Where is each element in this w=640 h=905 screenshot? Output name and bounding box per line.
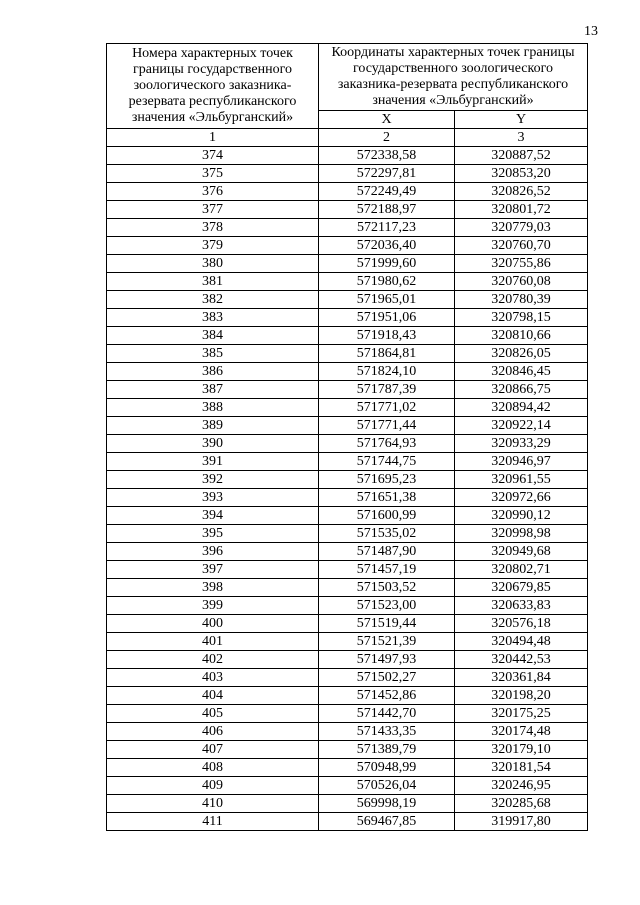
table-row (107, 525, 588, 543)
y-coordinate-cell: 320179,10 (455, 741, 588, 759)
y-coordinate-cell: 320802,71 (455, 561, 588, 579)
x-coordinate-cell: 571519,44 (319, 615, 455, 633)
x-coordinate-cell: 571433,35 (319, 723, 455, 741)
y-coordinate-cell: 320853,20 (455, 165, 588, 183)
x-coordinate-cell: 571442,70 (319, 705, 455, 723)
point-number-cell: 403 (107, 669, 319, 687)
y-coordinate-cell: 320361,84 (455, 669, 588, 687)
y-coordinate-cell: 320780,39 (455, 291, 588, 309)
y-coordinate-cell: 320949,68 (455, 543, 588, 561)
point-number-cell: 393 (107, 489, 319, 507)
table-row (107, 165, 588, 183)
x-coordinate-cell: 571521,39 (319, 633, 455, 651)
column-number-2: 2 (319, 129, 455, 147)
y-coordinate-cell: 320633,83 (455, 597, 588, 615)
table-row (107, 183, 588, 201)
x-coordinate-cell: 571771,44 (319, 417, 455, 435)
table-row (107, 381, 588, 399)
point-number-cell: 408 (107, 759, 319, 777)
y-coordinate-cell: 320846,45 (455, 363, 588, 381)
table-row (107, 471, 588, 489)
x-coordinate-cell: 571951,06 (319, 309, 455, 327)
point-number-cell: 388 (107, 399, 319, 417)
table-row (107, 147, 588, 165)
y-coordinate-cell: 320576,18 (455, 615, 588, 633)
x-coordinate-cell: 570526,04 (319, 777, 455, 795)
x-coordinate-cell: 571787,39 (319, 381, 455, 399)
x-coordinate-cell: 571771,02 (319, 399, 455, 417)
point-number-cell: 386 (107, 363, 319, 381)
y-coordinate-cell: 320285,68 (455, 795, 588, 813)
y-coordinate-cell: 320922,14 (455, 417, 588, 435)
y-coordinate-cell: 320760,08 (455, 273, 588, 291)
point-number-cell: 394 (107, 507, 319, 525)
header-y: Y (455, 111, 588, 129)
point-number-cell: 398 (107, 579, 319, 597)
x-coordinate-cell: 571744,75 (319, 453, 455, 471)
y-coordinate-cell: 320946,97 (455, 453, 588, 471)
x-coordinate-cell: 571389,79 (319, 741, 455, 759)
x-coordinate-cell: 572036,40 (319, 237, 455, 255)
point-number-cell: 411 (107, 813, 319, 831)
header-coordinates: Координаты характерных точек границы государственного зоологического заказника-резервата республиканского значения «Эльбурганский» (319, 44, 588, 111)
table-row (107, 399, 588, 417)
point-number-cell: 382 (107, 291, 319, 309)
point-number-cell: 395 (107, 525, 319, 543)
point-number-cell: 407 (107, 741, 319, 759)
table-row (107, 201, 588, 219)
y-coordinate-cell: 320181,54 (455, 759, 588, 777)
x-coordinate-cell: 571600,99 (319, 507, 455, 525)
x-coordinate-cell: 572249,49 (319, 183, 455, 201)
y-coordinate-cell: 320679,85 (455, 579, 588, 597)
y-coordinate-cell: 320998,98 (455, 525, 588, 543)
x-coordinate-cell: 571651,38 (319, 489, 455, 507)
table-row (107, 777, 588, 795)
y-coordinate-cell: 320826,05 (455, 345, 588, 363)
x-coordinate-cell: 571535,02 (319, 525, 455, 543)
x-coordinate-cell: 571980,62 (319, 273, 455, 291)
x-coordinate-cell: 569467,85 (319, 813, 455, 831)
point-number-cell: 375 (107, 165, 319, 183)
point-number-cell: 390 (107, 435, 319, 453)
table-row (107, 507, 588, 525)
point-number-cell: 383 (107, 309, 319, 327)
y-coordinate-cell: 320779,03 (455, 219, 588, 237)
y-coordinate-cell: 320894,42 (455, 399, 588, 417)
table-row (107, 345, 588, 363)
table-row (107, 651, 588, 669)
y-coordinate-cell: 320801,72 (455, 201, 588, 219)
x-coordinate-cell: 570948,99 (319, 759, 455, 777)
x-coordinate-cell: 571864,81 (319, 345, 455, 363)
y-coordinate-cell: 320866,75 (455, 381, 588, 399)
table-row (107, 759, 588, 777)
x-coordinate-cell: 571695,23 (319, 471, 455, 489)
table-row (107, 327, 588, 345)
x-coordinate-cell: 571487,90 (319, 543, 455, 561)
y-coordinate-cell: 320810,66 (455, 327, 588, 345)
x-coordinate-cell: 572117,23 (319, 219, 455, 237)
y-coordinate-cell: 320755,86 (455, 255, 588, 273)
x-coordinate-cell: 571764,93 (319, 435, 455, 453)
x-coordinate-cell: 569998,19 (319, 795, 455, 813)
table-row (107, 219, 588, 237)
table-row (107, 453, 588, 471)
table-row (107, 615, 588, 633)
table-row (107, 561, 588, 579)
y-coordinate-cell: 319917,80 (455, 813, 588, 831)
x-coordinate-cell: 571452,86 (319, 687, 455, 705)
y-coordinate-cell: 320760,70 (455, 237, 588, 255)
x-coordinate-cell: 571523,00 (319, 597, 455, 615)
point-number-cell: 396 (107, 543, 319, 561)
point-number-cell: 391 (107, 453, 319, 471)
table-row (107, 723, 588, 741)
y-coordinate-cell: 320961,55 (455, 471, 588, 489)
y-coordinate-cell: 320887,52 (455, 147, 588, 165)
table-row (107, 363, 588, 381)
header-x: X (319, 111, 455, 129)
x-coordinate-cell: 572297,81 (319, 165, 455, 183)
table-row (107, 741, 588, 759)
table-row (107, 597, 588, 615)
x-coordinate-cell: 571497,93 (319, 651, 455, 669)
table-row (107, 633, 588, 651)
table-body (107, 147, 588, 831)
table-row (107, 435, 588, 453)
y-coordinate-cell: 320933,29 (455, 435, 588, 453)
table-row (107, 579, 588, 597)
point-number-cell: 389 (107, 417, 319, 435)
point-number-cell: 380 (107, 255, 319, 273)
point-number-cell: 405 (107, 705, 319, 723)
y-coordinate-cell: 320175,25 (455, 705, 588, 723)
column-number-3: 3 (455, 129, 588, 147)
point-number-cell: 379 (107, 237, 319, 255)
point-number-cell: 381 (107, 273, 319, 291)
table-row (107, 795, 588, 813)
y-coordinate-cell: 320198,20 (455, 687, 588, 705)
table-row (107, 813, 588, 831)
y-coordinate-cell: 320246,95 (455, 777, 588, 795)
x-coordinate-cell: 572188,97 (319, 201, 455, 219)
y-coordinate-cell: 320972,66 (455, 489, 588, 507)
point-number-cell: 400 (107, 615, 319, 633)
table-row (107, 417, 588, 435)
point-number-cell: 377 (107, 201, 319, 219)
point-number-cell: 397 (107, 561, 319, 579)
header-point-numbers: Номера характерных точек границы государственного зоологического заказника-резервата республиканского значения «Эльбурганский» (107, 44, 319, 129)
table-row (107, 669, 588, 687)
point-number-cell: 406 (107, 723, 319, 741)
x-coordinate-cell: 572338,58 (319, 147, 455, 165)
point-number-cell: 387 (107, 381, 319, 399)
point-number-cell: 404 (107, 687, 319, 705)
point-number-cell: 384 (107, 327, 319, 345)
point-number-cell: 392 (107, 471, 319, 489)
point-number-cell: 385 (107, 345, 319, 363)
point-number-cell: 401 (107, 633, 319, 651)
point-number-cell: 399 (107, 597, 319, 615)
y-coordinate-cell: 320442,53 (455, 651, 588, 669)
table-row (107, 543, 588, 561)
x-coordinate-cell: 571457,19 (319, 561, 455, 579)
point-number-cell: 409 (107, 777, 319, 795)
point-number-cell: 374 (107, 147, 319, 165)
table-row (107, 309, 588, 327)
point-number-cell: 378 (107, 219, 319, 237)
table-row (107, 687, 588, 705)
table-row (107, 489, 588, 507)
x-coordinate-cell: 571824,10 (319, 363, 455, 381)
point-number-cell: 376 (107, 183, 319, 201)
point-number-cell: 410 (107, 795, 319, 813)
y-coordinate-cell: 320174,48 (455, 723, 588, 741)
x-coordinate-cell: 571503,52 (319, 579, 455, 597)
table-row (107, 705, 588, 723)
column-number-1: 1 (107, 129, 319, 147)
y-coordinate-cell: 320798,15 (455, 309, 588, 327)
table-row (107, 255, 588, 273)
x-coordinate-cell: 571999,60 (319, 255, 455, 273)
y-coordinate-cell: 320826,52 (455, 183, 588, 201)
y-coordinate-cell: 320990,12 (455, 507, 588, 525)
x-coordinate-cell: 571502,27 (319, 669, 455, 687)
y-coordinate-cell: 320494,48 (455, 633, 588, 651)
point-number-cell: 402 (107, 651, 319, 669)
x-coordinate-cell: 571918,43 (319, 327, 455, 345)
x-coordinate-cell: 571965,01 (319, 291, 455, 309)
table-row (107, 237, 588, 255)
table-row (107, 273, 588, 291)
table-row (107, 291, 588, 309)
coordinates-table (106, 43, 588, 831)
page-number: 13 (584, 24, 598, 39)
